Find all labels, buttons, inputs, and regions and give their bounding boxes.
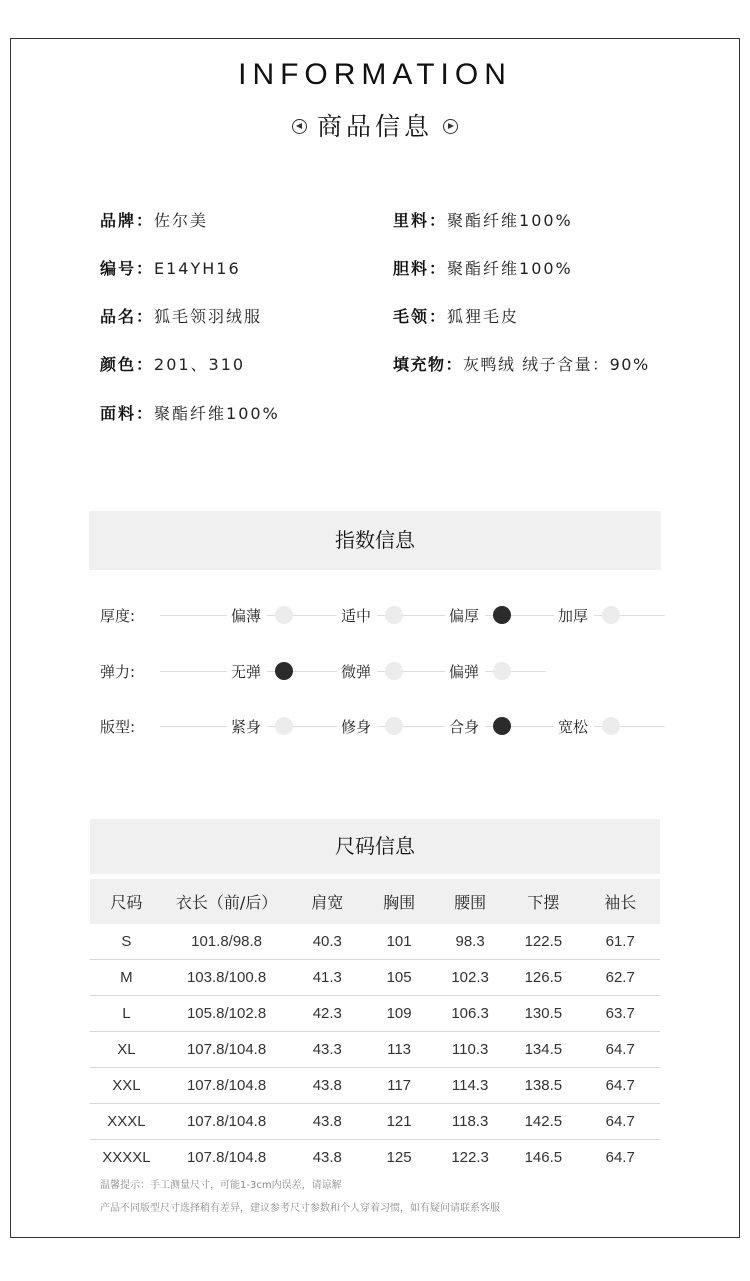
index-option: 修身 — [337, 716, 377, 737]
index-label: 厚度: — [100, 607, 136, 625]
table-cell: XXXL — [90, 1104, 163, 1140]
index-option: 加厚 — [554, 605, 594, 626]
table-row — [90, 960, 660, 996]
table-cell: L — [90, 996, 163, 1032]
table-cell: 109 — [364, 996, 434, 1032]
table-cell: 64.7 — [580, 1032, 660, 1068]
note-version: 产品不同版型尺寸选择稍有差异，建议参考尺寸参数和个人穿着习惯，如有疑问请联系客服 — [100, 1203, 500, 1214]
index-option: 微弹 — [337, 661, 377, 682]
size-column-header: 尺码 — [90, 879, 163, 924]
arrow-left-icon — [292, 119, 307, 134]
table-cell: 146.5 — [524, 1149, 563, 1166]
table-cell: 107.8/104.8 — [186, 1149, 267, 1166]
table-row — [90, 996, 660, 1032]
index-dot-selected — [275, 662, 293, 680]
table-cell: 118.3 — [434, 1104, 506, 1140]
table-cell: 142.5 — [506, 1104, 580, 1140]
table-cell: 122.5 — [506, 924, 580, 960]
index-dot — [385, 717, 403, 735]
index-option: 适中 — [337, 605, 377, 626]
title-chinese — [0, 107, 750, 143]
table-cell: 98.3 — [434, 924, 506, 960]
index-option: 紧身 — [227, 716, 267, 737]
info-lining: 里料：聚酯纤维100% — [393, 211, 573, 230]
table-cell: 101.8/98.8 — [163, 924, 291, 960]
size-column-header: 腰围 — [434, 879, 506, 924]
size-column-header: 袖长 — [580, 879, 660, 924]
title-chinese-text: 商品信息 — [316, 112, 433, 141]
arrow-right-icon — [443, 119, 458, 134]
size-info-header: 尺码信息 — [90, 819, 660, 874]
table-cell: 138.5 — [506, 1068, 580, 1104]
table-cell: 63.7 — [580, 996, 660, 1032]
table-cell: 62.7 — [580, 960, 660, 996]
table-cell: 130.5 — [506, 996, 580, 1032]
table-cell: 105 — [364, 960, 434, 996]
table-cell: 114.3 — [434, 1068, 506, 1104]
table-cell: XXL — [90, 1068, 163, 1104]
index-info-header: 指数信息 — [89, 511, 661, 570]
table-cell: 117 — [364, 1068, 434, 1104]
title-english: INFORMATION — [238, 58, 512, 91]
table-cell: 43.8 — [290, 1068, 364, 1104]
table-cell: 107.8/104.8 — [163, 1068, 291, 1104]
info-name: 品名：狐毛领羽绒服 — [100, 307, 263, 326]
index-option: 无弹 — [227, 661, 267, 682]
table-cell: 125 — [386, 1149, 412, 1166]
info-filling: 填充物：灰鸭绒 绒子含量：90% — [393, 355, 650, 374]
index-dot — [275, 717, 293, 735]
index-option: 偏弹 — [445, 661, 485, 682]
table-row — [90, 1068, 660, 1104]
note-measurement: 温馨提示：手工测量尺寸，可能1-3cm内误差，请谅解 — [100, 1180, 342, 1191]
info-fabric: 面料：聚酯纤维100% — [100, 404, 280, 423]
index-dot — [493, 662, 511, 680]
index-dot-selected — [493, 717, 511, 735]
table-cell: 41.3 — [290, 960, 364, 996]
index-dot-selected — [493, 606, 511, 624]
index-option: 偏厚 — [445, 605, 485, 626]
table-cell: XL — [90, 1032, 163, 1068]
index-dot — [385, 662, 403, 680]
size-column-header: 胸围 — [364, 879, 434, 924]
size-table — [90, 879, 660, 1175]
table-cell: 113 — [364, 1032, 434, 1068]
table-row — [90, 924, 660, 960]
size-column-header: 衣长（前/后） — [163, 879, 291, 924]
table-cell: 134.5 — [506, 1032, 580, 1068]
index-dot — [602, 606, 620, 624]
index-option: 合身 — [445, 716, 485, 737]
table-cell: XXXXL — [102, 1149, 151, 1166]
table-cell: 43.8 — [290, 1104, 364, 1140]
size-table-body — [90, 924, 660, 1175]
table-cell: M — [90, 960, 163, 996]
table-cell: 107.8/104.8 — [163, 1104, 291, 1140]
index-option: 宽松 — [554, 716, 594, 737]
table-row — [90, 1140, 660, 1176]
index-dot — [385, 606, 403, 624]
table-cell: 43.3 — [290, 1032, 364, 1068]
table-cell: 107.8/104.8 — [163, 1032, 291, 1068]
index-label: 版型: — [100, 718, 136, 736]
index-dot — [602, 717, 620, 735]
table-cell: 40.3 — [290, 924, 364, 960]
table-cell: 105.8/102.8 — [163, 996, 291, 1032]
index-option: 偏薄 — [227, 605, 267, 626]
size-column-header: 肩宽 — [290, 879, 364, 924]
table-cell: 106.3 — [434, 996, 506, 1032]
table-cell: 64.7 — [580, 1104, 660, 1140]
table-cell: S — [90, 924, 163, 960]
table-cell: 121 — [364, 1104, 434, 1140]
info-color: 颜色：201、310 — [100, 355, 246, 374]
table-cell: 42.3 — [290, 996, 364, 1032]
info-brand: 品牌：佐尔美 — [100, 211, 209, 230]
table-row — [90, 1032, 660, 1068]
info-liner: 胆料：聚酯纤维100% — [393, 259, 573, 278]
table-cell: 126.5 — [506, 960, 580, 996]
table-cell: 103.8/100.8 — [163, 960, 291, 996]
info-code: 编号：E14YH16 — [100, 259, 241, 278]
size-table-header — [90, 879, 660, 924]
table-cell: 110.3 — [434, 1032, 506, 1068]
table-cell: 43.8 — [312, 1149, 342, 1166]
table-cell: 61.7 — [580, 924, 660, 960]
table-cell: 122.3 — [451, 1149, 489, 1166]
table-row — [90, 1104, 660, 1140]
table-cell: 101 — [364, 924, 434, 960]
table-cell: 64.7 — [580, 1068, 660, 1104]
size-column-header: 下摆 — [506, 879, 580, 924]
table-cell: 102.3 — [434, 960, 506, 996]
index-dot — [275, 606, 293, 624]
table-cell: 64.7 — [605, 1149, 635, 1166]
index-label: 弹力: — [100, 663, 136, 681]
info-collar: 毛领：狐狸毛皮 — [393, 307, 520, 326]
